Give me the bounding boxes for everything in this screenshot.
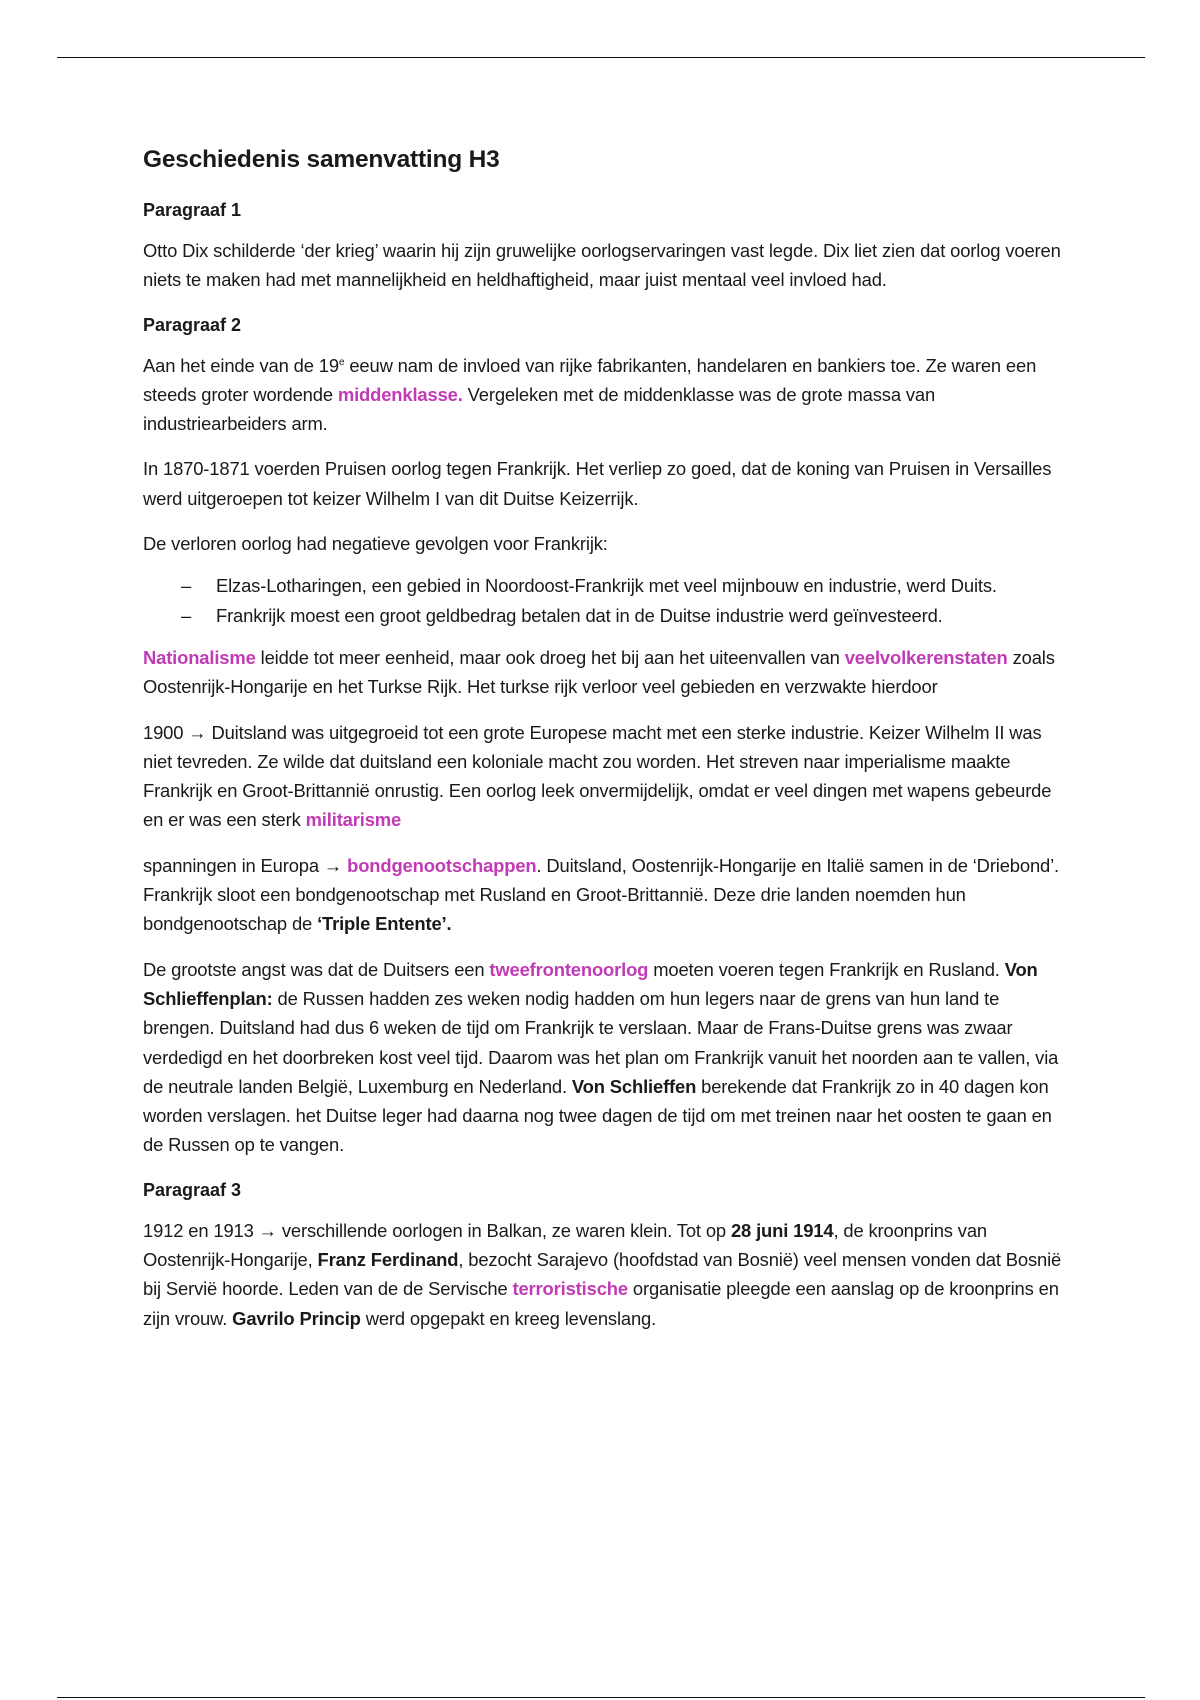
bold-term: 28 juni 1914 [730, 1219, 834, 1241]
paragraph-sarajevo: 1912 en 1913 → verschillende oorlogen in Balkan, ze waren klein. Tot op 28 juni 1914, de kroonprins van Oostenrijk-Hongarije, Franz Ferdinand, bezocht Sarajevo (hoofdstad van Bosnië) veel mensen vonden dat Bosnië bij Servië hoorde. Leden van de de Servische terroristische organisatie pleegde een aanslag op de kroonprins en zijn vrouw. Gavrilo Princip werd opgepakt en kreeg levenslang. [143, 1219, 1062, 1329]
bold-term: Franz Ferdinand [317, 1249, 459, 1271]
document-title: Geschiedenis samenvatting H3 [143, 146, 500, 173]
footer-rule [57, 1697, 1145, 1698]
bold-term: Von Schlieffenplan: [143, 958, 1038, 1009]
list-item: – Frankrijk moest een groot geldbedrag betalen dat in de Duitse industrie werd geïnvesteerd. [143, 601, 1063, 630]
document-page [143, 142, 1063, 1349]
header-rule [57, 57, 1145, 58]
paragraph-nationalisme: Nationalisme leidde tot meer eenheid, maar ook droeg het bij aan het uiteenvallen van veelvolkerenstaten zoals Oostenrijk-Hongarije en het Turkse Rijk. Het turkse rijk verloor veel gebieden en verzwakte hierdoor [143, 646, 1055, 698]
bold-term: ‘Triple Entente’. [317, 913, 452, 935]
paragraph-bondgenootschappen: spanningen in Europa → bondgenootschappen. Duitsland, Oostenrijk-Hongarije en Italië samen in de ‘Driebond’. Frankrijk sloot een bondgenootschap met Rusland en Groot-Brittannië. Deze drie landen noemden hun bondgenootschap de ‘Triple Entente’. [143, 854, 1060, 935]
paragraph-otto-dix: Otto Dix schilderde ‘der krieg’ waarin hij zijn gruwelijke oorlogservaringen vast legde. Dix liet zien dat oorlog voeren niets te maken had met mannelijkheid en heldhaftigheid, maar juist mentaal veel invloed had. [143, 240, 1061, 291]
highlight-term: terroristische [512, 1278, 628, 1300]
heading-paragraaf-3: Paragraaf 3 [143, 1179, 242, 1200]
heading-paragraaf-1: Paragraaf 1 [143, 200, 242, 220]
highlight-term: Nationalisme [143, 646, 256, 668]
paragraph-pruisen: In 1870-1871 voerden Pruisen oorlog tegen Frankrijk. Het verliep zo goed, dat de koning van Pruisen in Versailles werd uitgeroepen tot keizer Wilhelm I van dit Duitse Keizerrijk. [143, 458, 1052, 509]
gevolgen-list [143, 571, 1063, 630]
bold-term: Von Schlieffen [571, 1075, 697, 1097]
highlight-term: militarisme [305, 809, 402, 831]
paragraph-middenklasse: Aan het einde van de 19e eeuw nam de invloed van rijke fabrikanten, handelaren en bankiers toe. Ze waren een steeds groter wordende middenklasse. Vergeleken met de middenklasse was de grote massa van industriearbeiders arm. [143, 354, 1037, 435]
highlight-term: tweefrontenoorlog [489, 958, 649, 980]
paragraph-gevolgen: De verloren oorlog had negatieve gevolgen voor Frankrijk: [143, 533, 608, 555]
heading-paragraaf-2: Paragraaf 2 [143, 314, 242, 335]
highlight-term: veelvolkerenstaten [844, 646, 1008, 668]
highlight-term: middenklasse. [337, 383, 463, 405]
list-item: – Elzas-Lotharingen, een gebied in Noordoost-Frankrijk met veel mijnbouw en industrie, werd Duits. [143, 571, 1063, 600]
highlight-term: bondgenootschappen [347, 854, 537, 876]
paragraph-1900: 1900 → Duitsland was uitgegroeid tot een grote Europese macht met een sterke industrie. Keizer Wilhelm II was niet tevreden. Ze wilde dat duitsland een koloniale macht zou worden. Het streven naar imperialisme maakte Frankrijk en Groot-Brittannië onrustig. Een oorlog leek onvermijdelijk, omdat er veel dingen met wapens gebeurde en er was een sterk militarisme [143, 721, 1052, 831]
bold-term: Gavrilo Princip [232, 1307, 361, 1329]
paragraph-schlieffenplan: De grootste angst was dat de Duitsers een tweefrontenoorlog moeten voeren tegen Frankrijk en Rusland. Von Schlieffenplan: de Russen hadden zes weken nodig hadden om hun legers naar de grens van hun land te brengen. Duitsland had dus 6 weken de tijd om Frankrijk te verslaan. Maar de Frans-Duitse grens was zwaar verdedigd en het doorbreken kost veel tijd. Daarom was het plan om Frankrijk vanuit het noorden aan te vallen, via de neutrale landen België, Luxemburg en Nederland. Von Schlieffen berekende dat Frankrijk zo in 40 dagen kon worden verslagen. het Duitse leger had daarna nog twee dagen de tijd om met treinen naar het oosten te gaan en de Russen op te vangen. [143, 958, 1059, 1156]
superscript: e [338, 356, 345, 368]
